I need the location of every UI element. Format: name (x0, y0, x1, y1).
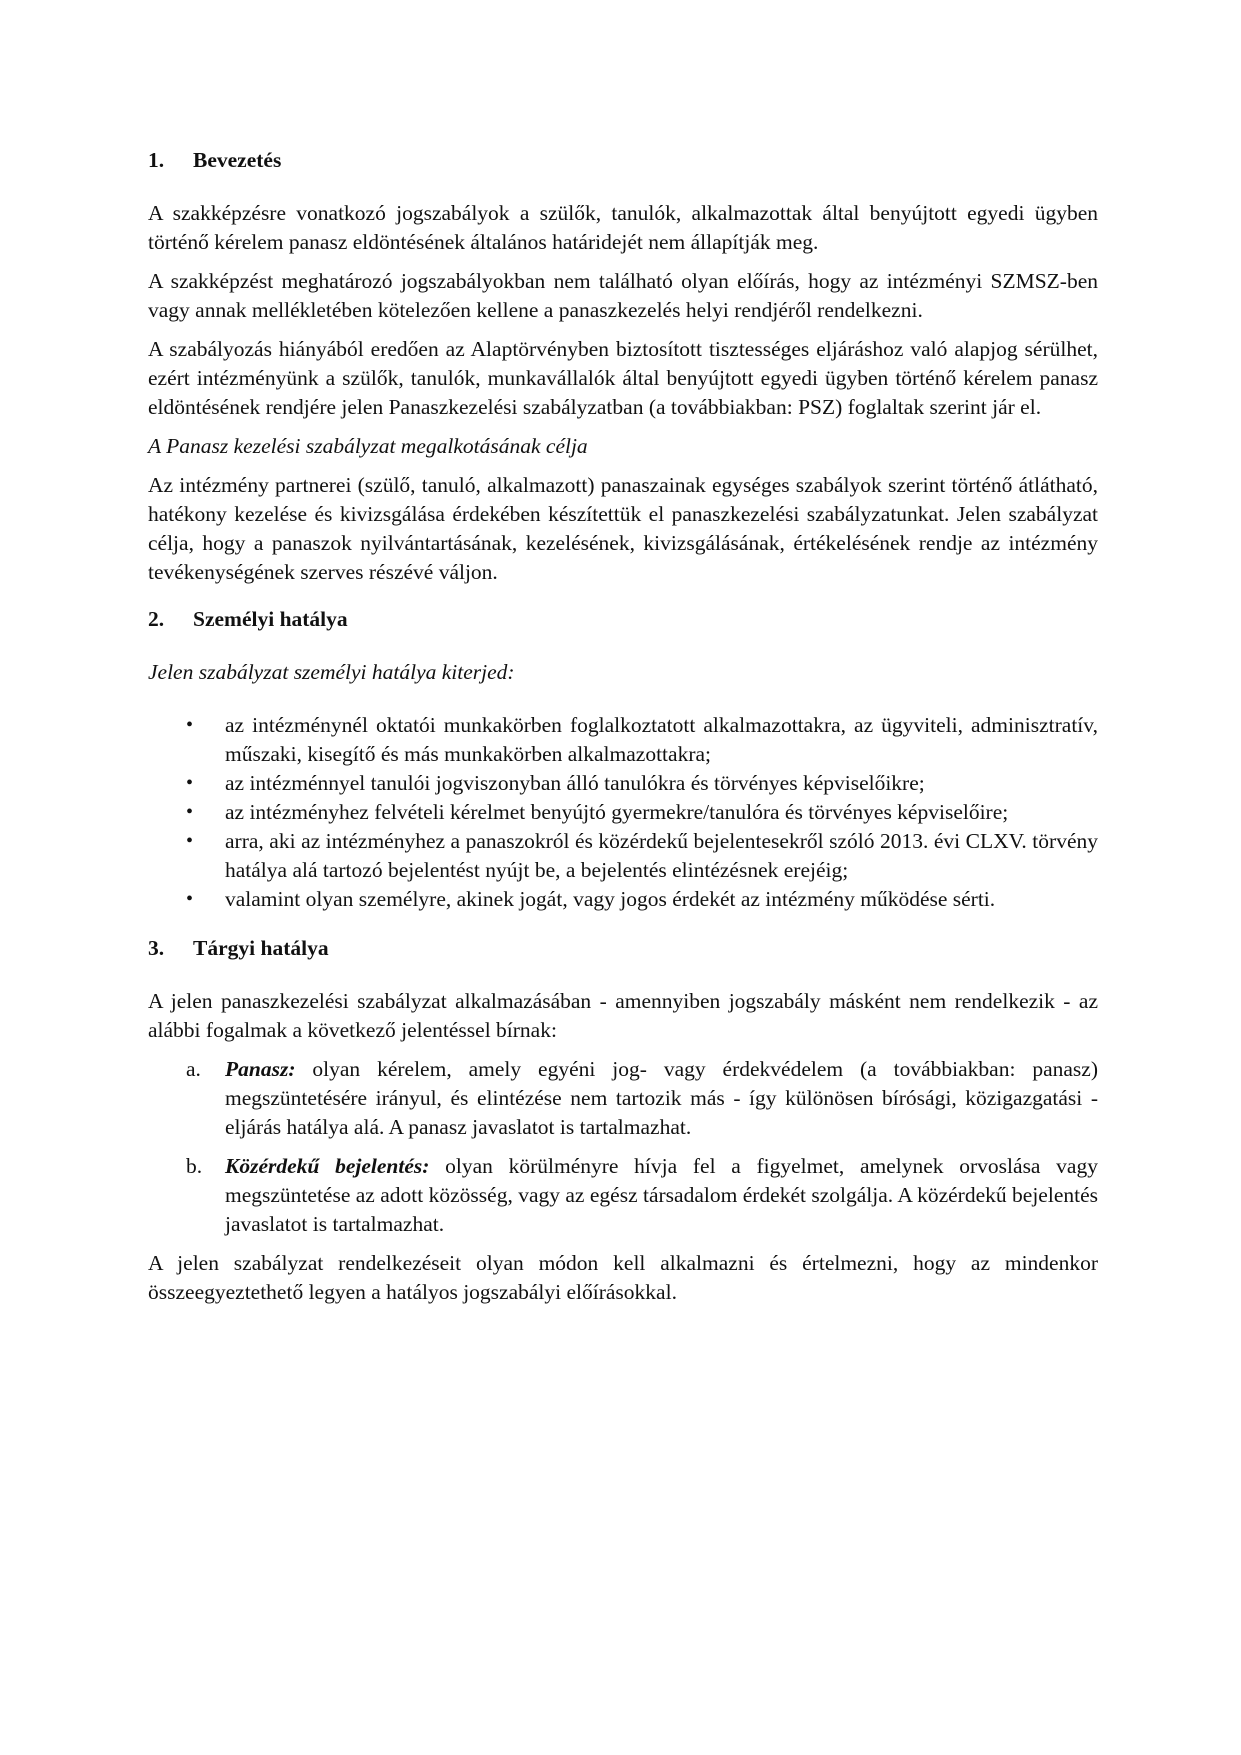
list-item-text: arra, aki az intézményhez a panaszokról és közérdekű bejelentesekről szóló 2013. évi CLXV. törvény hatálya alá tartozó bejelentést nyújt be, a bejelentés elintézésnek erejéig; (225, 829, 1098, 882)
bullet-icon: • (186, 801, 194, 823)
definition-item (148, 1152, 1098, 1239)
list-item (148, 827, 1098, 885)
paragraph: A szabályozás hiányából eredően az Alaptörvényben biztosított tisztességes eljáráshoz való alapjog sérülhet, ezért intézményünk a szülők, tanulók, munkavállalók által benyújtott egyedi ügyben történő kérelem panasz eldöntésének rendjére jelen Panaszkezelési szabályzatban (a továbbiakban: PSZ) foglaltak szerint jár el. (148, 337, 1098, 419)
paragraph: A szakképzésre vonatkozó jogszabályok a szülők, tanulók, alkalmazottak által benyújtott egyedi ügyben történő kérelem panasz eldöntésének általános határidejét nem állapítják meg. (148, 201, 1098, 254)
section-number: 3. (148, 936, 165, 960)
definition-text: olyan kérelem, amely egyéni jog- vagy érdekvédelem (a továbbiakban: panasz) megszüntetésére irányul, és elintézése nem tartozik más - így különösen bírósági, közigazgatási - eljárás hatálya alá. A panasz javaslatot is tartalmazhat. (225, 1057, 1098, 1139)
bullet-icon: • (186, 714, 194, 736)
section-heading-material-scope (148, 934, 1098, 963)
definition-item (148, 1055, 1098, 1142)
section-title: Bevezetés (193, 148, 282, 172)
definition-term: Panasz: (225, 1057, 296, 1081)
bullet-icon: • (186, 888, 194, 910)
list-item-text: az intézménnyel tanulói jogviszonyban álló tanulókra és törvényes képviselőikre; (225, 771, 925, 795)
list-item-text: valamint olyan személyre, akinek jogát, vagy jogos érdekét az intézmény működése sérti. (225, 887, 996, 911)
definition-term: Közérdekű bejelentés: (225, 1154, 430, 1178)
paragraph: A szakképzést meghatározó jogszabályokban nem található olyan előírás, hogy az intézményi SZMSZ-ben vagy annak mellékletében kötelezően kellene a panaszkezelés helyi rendjéről rendelkezni. (148, 269, 1098, 322)
definition-marker: b. (186, 1154, 203, 1178)
definitions-list (148, 1055, 1098, 1239)
paragraph: Az intézmény partnerei (szülő, tanuló, alkalmazott) panaszainak egységes szabályok szerint történő átlátható, hatékony kezelése és kivizsgálása érdekében készítettük el panaszkezelési szabályzatunkat. Jelen szabályzat célja, hogy a panaszok nyilvántartásának, kezelésének, kivizsgálásának, értékelésének rendje az intézmény tevékenységének szerves részévé váljon. (148, 473, 1098, 584)
document-page (148, 146, 1098, 1317)
scope-intro: Jelen szabályzat személyi hatálya kiterjed: (148, 660, 515, 684)
bullet-icon: • (186, 772, 194, 794)
closing-paragraph: A jelen szabályzat rendelkezéseit olyan módon kell alkalmazni és értelmezni, hogy az mindenkor összeegyeztethető legyen a hatályos jogszabályi előírásokkal. (148, 1251, 1098, 1304)
paragraph: A jelen panaszkezelési szabályzat alkalmazásában - amennyiben jogszabály másként nem rendelkezik - az alábbi fogalmak a következő jelentéssel bírnak: (148, 989, 1098, 1042)
section-heading-personal-scope (148, 605, 1098, 634)
list-item (148, 711, 1098, 769)
list-item (148, 798, 1098, 827)
list-item (148, 885, 1098, 914)
scope-list (148, 711, 1098, 914)
section-number: 2. (148, 607, 165, 631)
list-item-text: az intézménynél oktatói munkakörben foglalkoztatott alkalmazottakra, az ügyviteli, adminisztratív, műszaki, kisegítő és más munkakörben alkalmazottakra; (225, 713, 1098, 766)
section-number: 1. (148, 148, 165, 172)
section-title: Személyi hatálya (193, 607, 348, 631)
bullet-icon: • (186, 830, 194, 852)
definition-marker: a. (186, 1057, 201, 1081)
definition-text: olyan körülményre hívja fel a figyelmet, amelynek orvoslása vagy megszüntetése az adott közösség, vagy az egész társadalom érdekét szolgálja. A közérdekű bejelentés javaslatot is tartalmazhat. (225, 1154, 1098, 1236)
list-item-text: az intézményhez felvételi kérelmet benyújtó gyermekre/tanulóra és törvényes képviselőire; (225, 800, 1009, 824)
section-heading-introduction (148, 146, 1098, 175)
list-item (148, 769, 1098, 798)
subsection-title: A Panasz kezelési szabályzat megalkotásának célja (148, 434, 588, 458)
section-title: Tárgyi hatálya (193, 936, 329, 960)
